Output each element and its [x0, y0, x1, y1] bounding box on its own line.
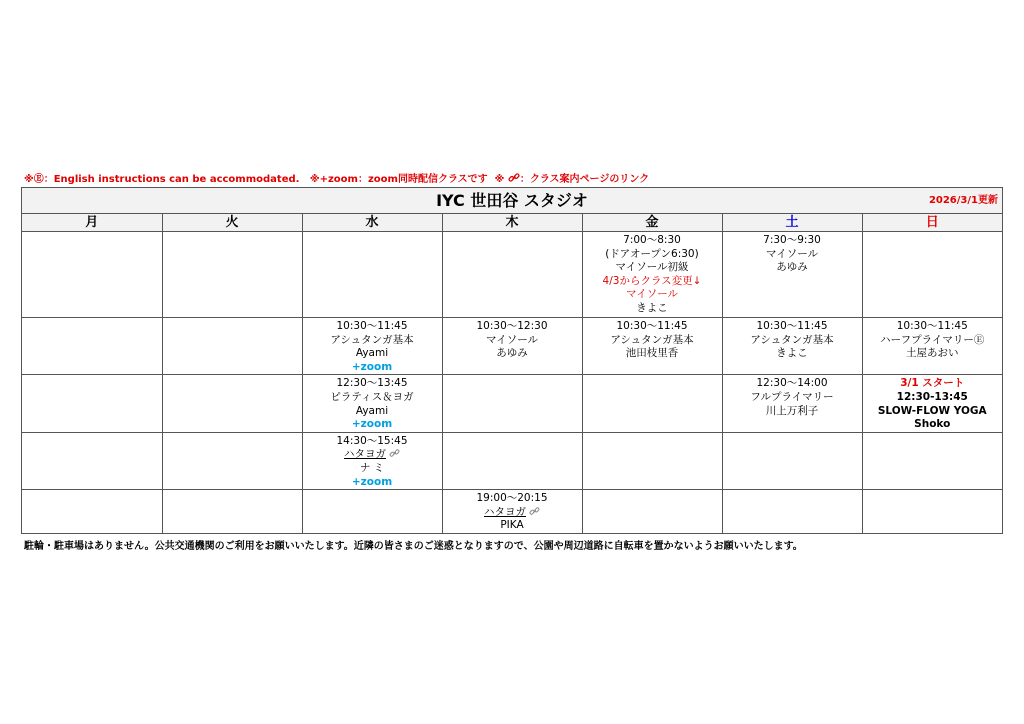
cell-tue: [162, 432, 302, 489]
schedule-table: [22, 214, 1002, 533]
link-icon: [508, 173, 520, 183]
instructor: Ayami: [355, 404, 389, 417]
legend-link-prefix: ※: [494, 174, 505, 185]
instructor: 池田枝里香: [625, 347, 679, 360]
instructor: 川上万利子: [765, 404, 819, 417]
zoom-badge: +zoom: [351, 475, 393, 488]
cell-mon: [22, 432, 162, 489]
cell-wed: [302, 432, 442, 489]
link-icon[interactable]: [389, 449, 400, 458]
table-row: [22, 375, 1002, 432]
day-thu: 木: [442, 214, 582, 232]
class-time: 14:30～15:45: [336, 434, 408, 447]
day-sun: 日: [862, 214, 1002, 232]
legend-zoom: ※+zoom：zoom同時配信クラスです: [309, 174, 488, 185]
class-link-row: [444, 506, 581, 520]
class-name: マイソール: [765, 247, 819, 260]
table-row: [22, 432, 1002, 489]
class-time: 10:30～11:45: [756, 320, 828, 332]
class-time: 19:00～20:15: [476, 492, 548, 505]
instructor: Shoko: [914, 418, 951, 431]
door-open-note: (ドアオープン6:30): [605, 247, 699, 260]
class-link-row: [304, 448, 441, 462]
class-name: フルプライマリー: [750, 390, 834, 403]
cell-thu: [442, 318, 582, 375]
class-time: 12:30～14:00: [756, 377, 828, 390]
cell-fri: [582, 318, 722, 375]
class-name: ピラティス＆ヨガ: [330, 390, 414, 403]
class-time: 7:00～8:30: [623, 234, 681, 246]
cell-wed: [302, 318, 442, 375]
instructor: ナ ミ: [359, 461, 385, 474]
instructor: 土屋あおい: [906, 347, 959, 360]
cell-fri: [582, 375, 722, 432]
class-name: ハーフプライマリーⒺ: [880, 333, 985, 346]
class-time: 10:30～11:45: [336, 320, 408, 332]
class-name: マイソール: [485, 333, 539, 346]
schedule-sheet: [21, 187, 1003, 534]
cell-thu: [442, 375, 582, 432]
cell-sat: [722, 375, 862, 432]
instructor: きよこ: [636, 301, 668, 314]
zoom-badge: +zoom: [351, 418, 393, 431]
updated-date: 2026/3/1更新: [928, 195, 998, 206]
legend: [24, 170, 649, 185]
class-name: マイソール初級: [615, 261, 689, 274]
cell-wed: [302, 232, 442, 318]
cell-fri: [582, 232, 722, 318]
table-row: [22, 490, 1002, 533]
instructor: PIKA: [500, 519, 524, 532]
class-time: 10:30～11:45: [616, 320, 688, 332]
table-row: [22, 318, 1002, 375]
cell-tue: [162, 490, 302, 533]
link-icon[interactable]: [529, 507, 540, 516]
cell-thu: [442, 432, 582, 489]
table-row: [22, 232, 1002, 318]
class-name: アシュタンガ基本: [330, 333, 414, 346]
cell-sat: [722, 432, 862, 489]
class-name: アシュタンガ基本: [610, 333, 694, 346]
cell-wed: [302, 490, 442, 533]
day-wed: 水: [302, 214, 442, 232]
instructor: きよこ: [776, 347, 808, 360]
cell-sat: [722, 318, 862, 375]
class-link[interactable]: ハタヨガ: [344, 448, 386, 461]
page-title: IYC 世田谷 スタジオ: [436, 191, 588, 210]
title-bar: [22, 188, 1002, 214]
cell-sat: [722, 490, 862, 533]
day-header-row: [22, 214, 1002, 232]
start-notice: 3/1 スタート: [900, 377, 965, 390]
cell-sun: [862, 232, 1002, 318]
instructor: Ayami: [355, 347, 389, 360]
cell-mon: [22, 375, 162, 432]
cell-mon: [22, 318, 162, 375]
cell-mon: [22, 232, 162, 318]
cell-mon: [22, 490, 162, 533]
change-notice: 4/3からクラス変更↓: [602, 274, 702, 287]
cell-tue: [162, 318, 302, 375]
class-time: 10:30～11:45: [896, 320, 968, 332]
cell-thu: [442, 232, 582, 318]
cell-tue: [162, 375, 302, 432]
class-link[interactable]: ハタヨガ: [484, 505, 526, 518]
footer-notice: 駐輪・駐車場はありません。公共交通機関のご利用をお願いいたします。近隣の皆さまのご迷惑となりますので、公園や周辺道路に自転車を置かないようお願いいたします。: [24, 541, 803, 552]
class-time: 12:30～13:45: [336, 377, 408, 390]
cell-sun: [862, 375, 1002, 432]
class-time: 7:30～9:30: [763, 234, 821, 246]
legend-english: ※Ⓔ：English instructions can be accommodated.: [24, 174, 300, 185]
class-time: 10:30～12:30: [476, 320, 548, 332]
cell-wed: [302, 375, 442, 432]
day-mon: 月: [22, 214, 162, 232]
cell-fri: [582, 432, 722, 489]
cell-sun: [862, 318, 1002, 375]
new-class-name: マイソール: [625, 288, 679, 301]
cell-sun: [862, 490, 1002, 533]
day-fri: 金: [582, 214, 722, 232]
class-name: アシュタンガ基本: [750, 333, 834, 346]
instructor: あゆみ: [776, 261, 808, 274]
instructor: あゆみ: [496, 347, 528, 360]
day-sat: 土: [722, 214, 862, 232]
cell-sun: [862, 432, 1002, 489]
class-time: 12:30-13:45: [896, 390, 968, 403]
cell-tue: [162, 232, 302, 318]
legend-link-suffix: ：クラス案内ページのリンク: [519, 174, 650, 185]
zoom-badge: +zoom: [351, 360, 393, 373]
class-name: SLOW-FLOW YOGA: [877, 404, 987, 417]
cell-sat: [722, 232, 862, 318]
cell-fri: [582, 490, 722, 533]
day-tue: 火: [162, 214, 302, 232]
cell-thu: [442, 490, 582, 533]
